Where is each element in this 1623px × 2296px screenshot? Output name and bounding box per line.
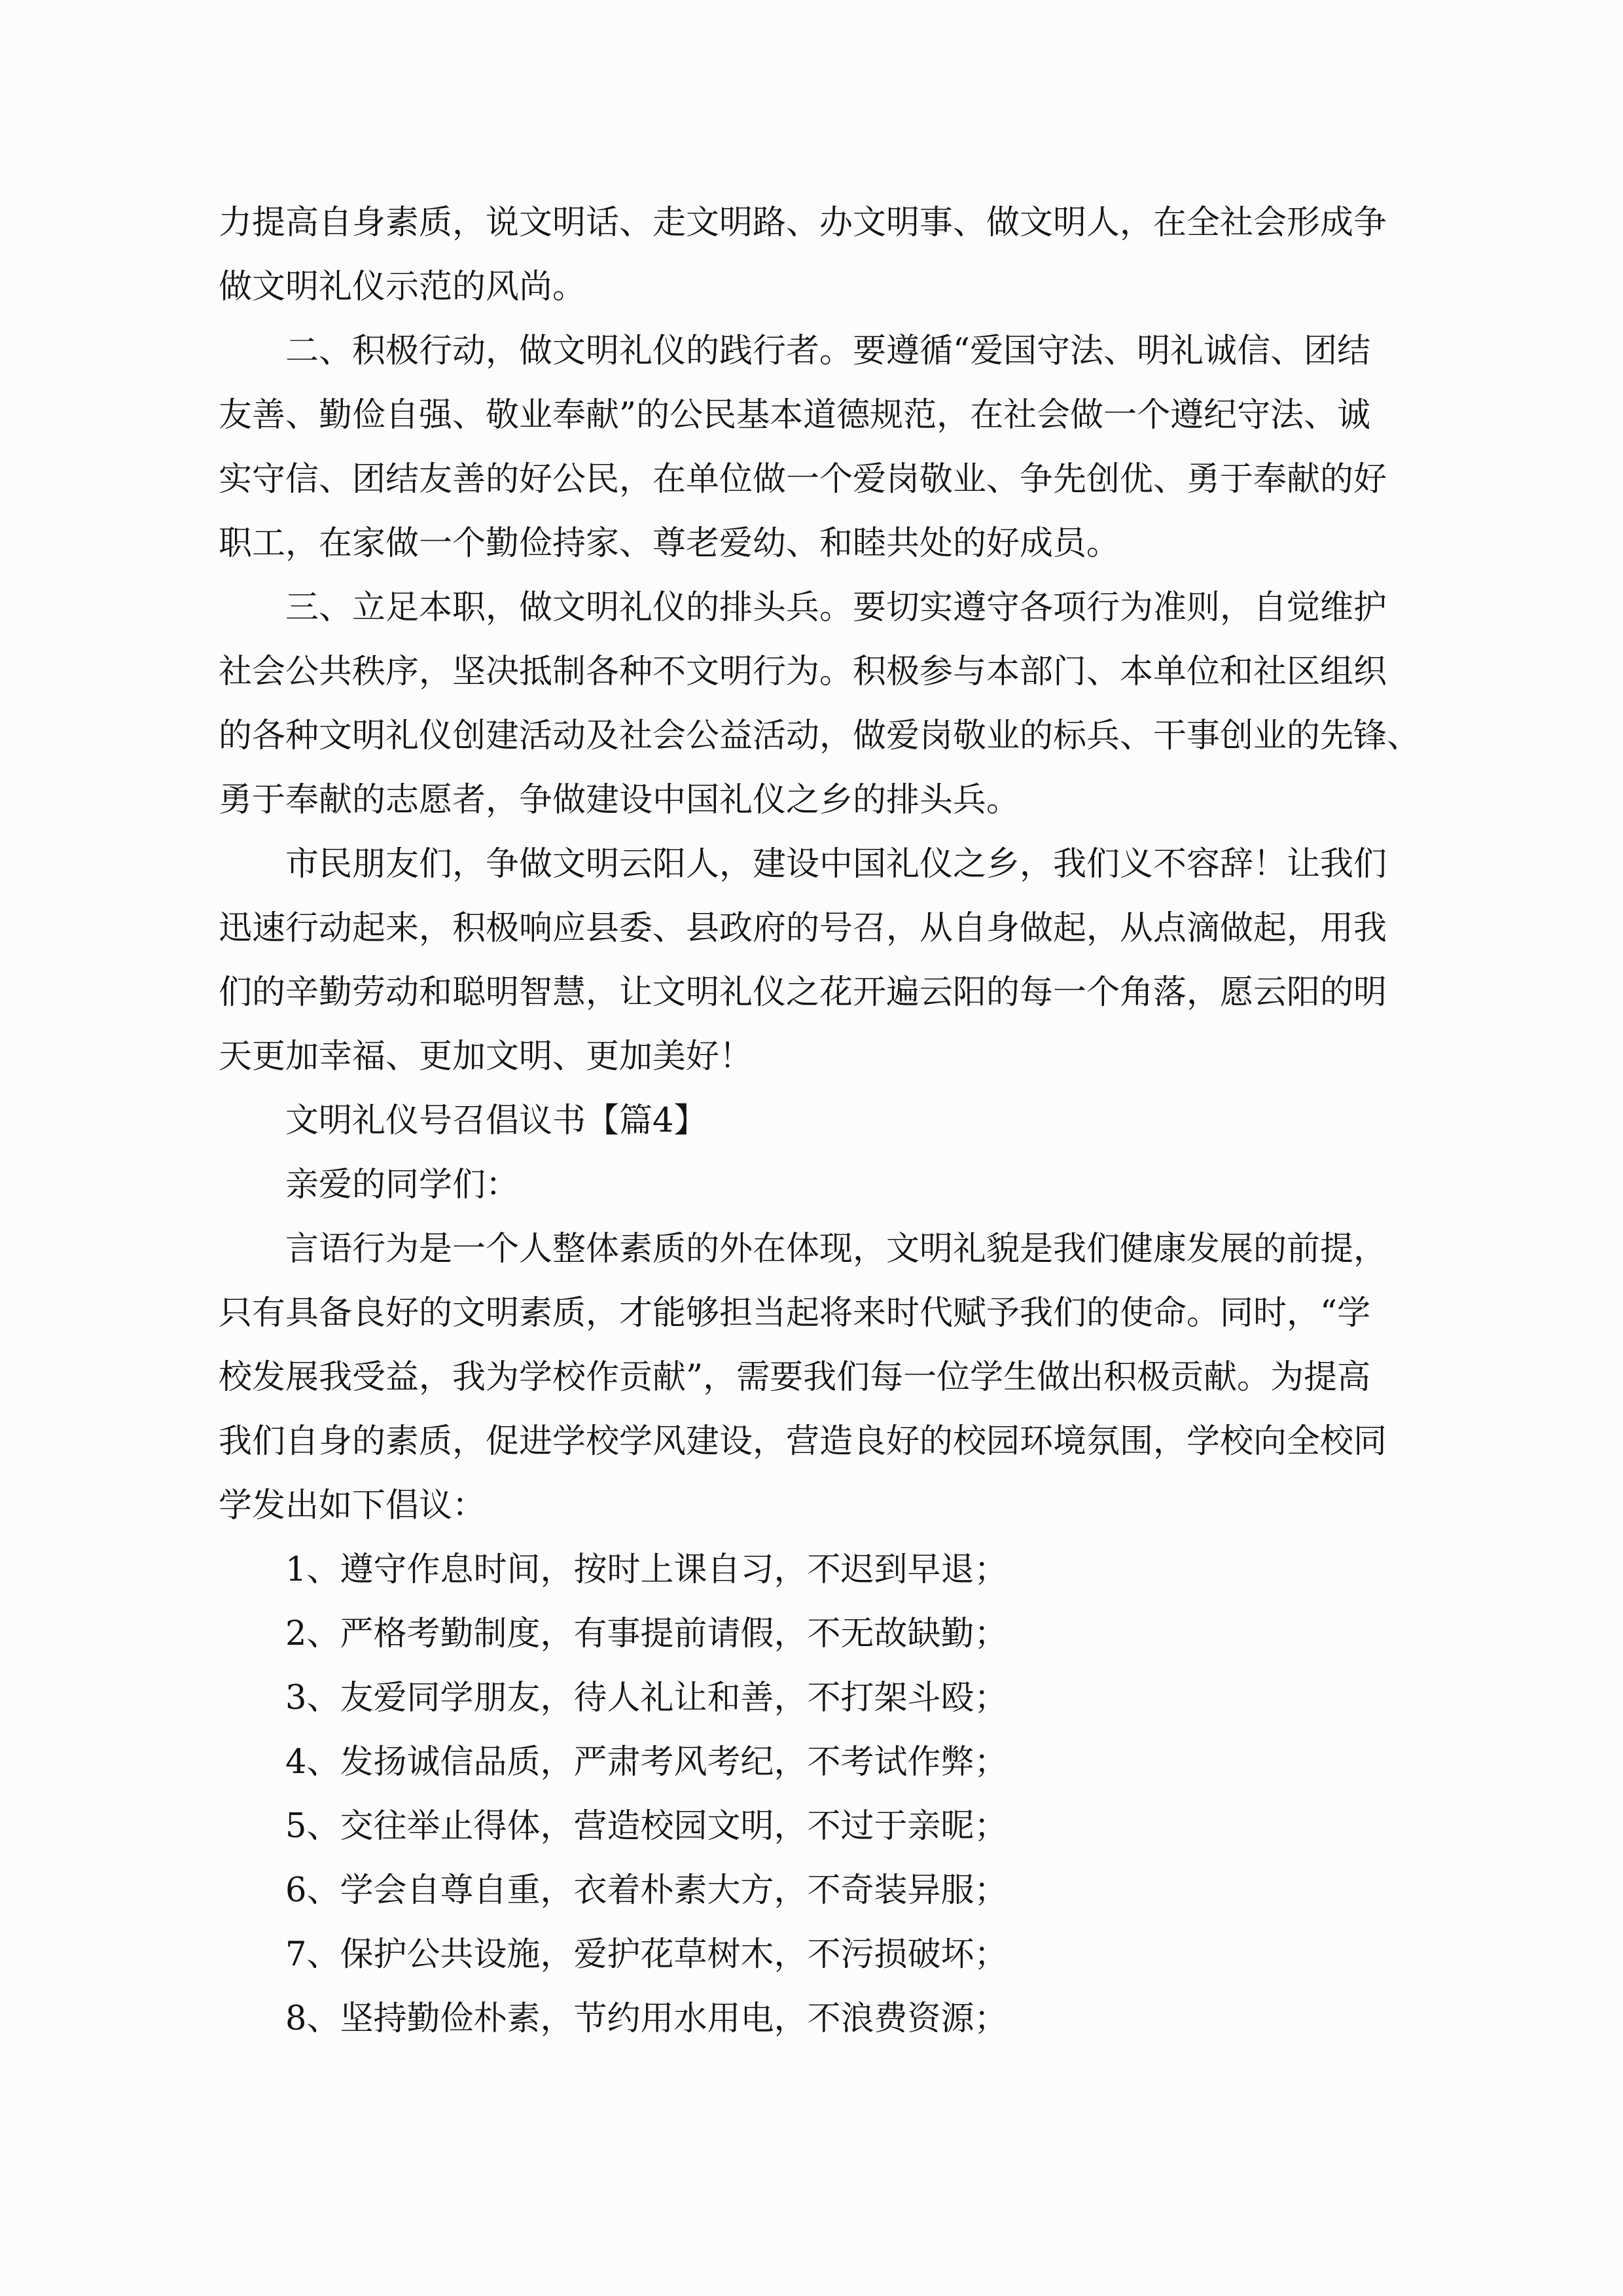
text-line: 文明礼仪号召倡议书【篇4】 (285, 1102, 707, 1140)
document-body (219, 191, 1421, 2051)
text-line: 言语行为是一个人整体素质的外在体现，文明礼貌是我们健康发展的前提， (285, 1230, 1387, 1268)
text-line: 6、学会自尊自重，衣着朴素大方，不奇装异服； (285, 1871, 1008, 1910)
text-line: 8、坚持勤俭朴素，节约用水用电，不浪费资源； (285, 2000, 1008, 2038)
text-line: 二、积极行动，做文明礼仪的践行者。要遵循“爱国守法、明礼诚信、团结 (285, 332, 1371, 370)
text-line: 校发展我受益，我为学校作贡献”，需要我们每一位学生做出积极贡献。为提高 (219, 1358, 1371, 1397)
text-line: 天更加幸福、更加文明、更加美好！ (219, 1037, 753, 1076)
text-line: 实守信、团结友善的好公民，在单位做一个爱岗敬业、争先创优、勇于奉献的好 (219, 460, 1387, 499)
text-line: 们的辛勤劳动和聪明智慧，让文明礼仪之花开遍云阳的每一个角落，愿云阳的明 (219, 973, 1387, 1012)
text-line: 学发出如下倡议： (219, 1486, 486, 1525)
text-line: 5、交往举止得体，营造校园文明，不过于亲昵； (285, 1807, 1008, 1846)
text-line: 2、严格考勤制度，有事提前请假，不无故缺勤； (285, 1615, 1008, 1653)
text-line: 市民朋友们，争做文明云阳人，建设中国礼仪之乡，我们义不容辞！让我们 (285, 845, 1387, 884)
text-line: 的各种文明礼仪创建活动及社会公益活动，做爱岗敬业的标兵、干事创业的先锋、 (219, 717, 1421, 755)
text-line: 1、遵守作息时间，按时上课自习，不迟到早退； (285, 1551, 1008, 1589)
text-line: 4、发扬诚信品质，严肃考风考纪，不考试作弊； (285, 1743, 1008, 1782)
text-line: 我们自身的素质，促进学校学风建设，营造良好的校园环境氛围，学校向全校同 (219, 1422, 1387, 1461)
text-line: 迅速行动起来，积极响应县委、县政府的号召，从自身做起，从点滴做起，用我 (219, 909, 1387, 948)
text-line: 做文明礼仪示范的风尚。 (219, 268, 586, 306)
text-line: 只有具备良好的文明素质，才能够担当起将来时代赋予我们的使命。同时，“学 (219, 1294, 1371, 1333)
text-line: 社会公共秩序，坚决抵制各种不文明行为。积极参与本部门、本单位和社区组织 (219, 653, 1387, 691)
text-line: 亲爱的同学们： (285, 1166, 520, 1204)
text-line: 7、保护公共设施，爱护花草树木，不污损破坏； (285, 1935, 1008, 1974)
text-line: 职工，在家做一个勤俭持家、尊老爱幼、和睦共处的好成员。 (219, 524, 1120, 563)
text-line: 勇于奉献的志愿者，争做建设中国礼仪之乡的排头兵。 (219, 781, 1020, 819)
text-line: 力提高自身素质，说文明话、走文明路、办文明事、做文明人，在全社会形成争 (219, 204, 1387, 242)
text-line: 友善、勤俭自强、敬业奉献”的公民基本道德规范，在社会做一个遵纪守法、诚 (219, 396, 1371, 435)
text-line: 三、立足本职，做文明礼仪的排头兵。要切实遵守各项行为准则，自觉维护 (285, 588, 1387, 627)
text-line: 3、友爱同学朋友，待人礼让和善，不打架斗殴； (285, 1679, 1008, 1717)
